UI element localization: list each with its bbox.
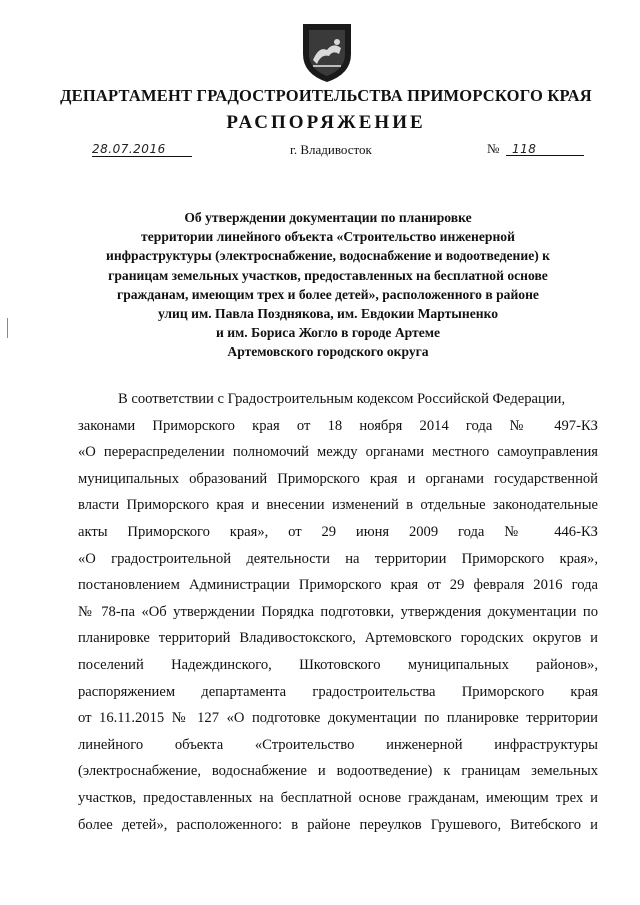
document-type: РАСПОРЯЖЕНИЕ	[226, 112, 426, 133]
body-text	[78, 386, 598, 838]
body-line: постановлением Администрации Приморского края от 29 февраля 2016 года	[78, 577, 598, 594]
title-line: границам земельных участков, предоставленных на бесплатной основе	[108, 267, 548, 283]
body-line: (электроснабжение, водоснабжение и водоотведение) к границам земельных	[78, 763, 598, 780]
title-line: Артемовского городского округа	[227, 344, 429, 360]
city-label: г. Владивосток	[290, 142, 372, 157]
body-line: линейного объекта «Строительство инженерной инфраструктуры	[78, 736, 598, 753]
body-line: от 16.11.2015 № 127 «О подготовке документации по планировке территории	[78, 710, 598, 727]
body-line: более детей», расположенного: в районе переулков Грушевого, Витебского и	[78, 816, 598, 833]
body-line: акты Приморского края», от 29 июня 2009 года № 446-КЗ	[78, 523, 598, 540]
coat-of-arms-emblem	[299, 20, 355, 84]
date-field	[92, 140, 192, 157]
body-line: законами Приморского края от 18 ноября 2014 года № 497-КЗ	[78, 417, 598, 434]
body-line: муниципальных образований Приморского края и органами государственной	[78, 470, 598, 487]
body-line: № 78-па «Об утверждении Порядка подготовки, утверждения документации по	[78, 603, 598, 620]
title-line: инфраструктуры (электроснабжение, водоснабжение и водоотведение) к	[105, 248, 551, 264]
number-label: №	[487, 141, 500, 156]
department-name: ДЕПАРТАМЕНТ ГРАДОСТРОИТЕЛЬСТВА ПРИМОРСКОГО КРАЯ	[60, 86, 592, 105]
number-field	[506, 140, 584, 156]
title-line: Об утверждении документации по планировке	[184, 210, 472, 225]
title-line: и им. Бориса Жогло в городе Артеме	[215, 325, 441, 341]
handwritten-date: 28.07.2016	[92, 142, 166, 156]
body-line: поселений Надеждинского, Шкотовского муниципальных районов»,	[78, 656, 598, 673]
title-line: гражданам, имеющим трех и более детей», расположенного в районе	[117, 286, 539, 302]
body-line: участков, предоставленных на бесплатной основе гражданам, имеющим трех и	[78, 789, 598, 806]
body-line: распоряжением департамента градостроительства Приморского края	[78, 683, 598, 700]
body-line: планировке территорий Владивостокского, Артемовского городских округов и	[78, 630, 598, 647]
body-line: «О перераспределении полномочий между органами местного самоуправления	[78, 444, 598, 461]
body-line: власти Приморского края и внесении изменений в отдельные законодательные	[78, 497, 598, 514]
body-line: «О градостроительной деятельности на территории Приморского края»,	[78, 550, 598, 567]
title-line: улиц им. Павла Позднякова, им. Евдокии Мартыненко	[157, 306, 499, 322]
margin-mark	[7, 318, 8, 338]
title-line: территории линейного объекта «Строительство инженерной	[141, 229, 515, 245]
body-line: В соответствии с Градостроительным кодексом Российской Федерации,	[118, 391, 566, 407]
handwritten-number: 118	[512, 142, 537, 156]
document-title	[80, 208, 576, 362]
